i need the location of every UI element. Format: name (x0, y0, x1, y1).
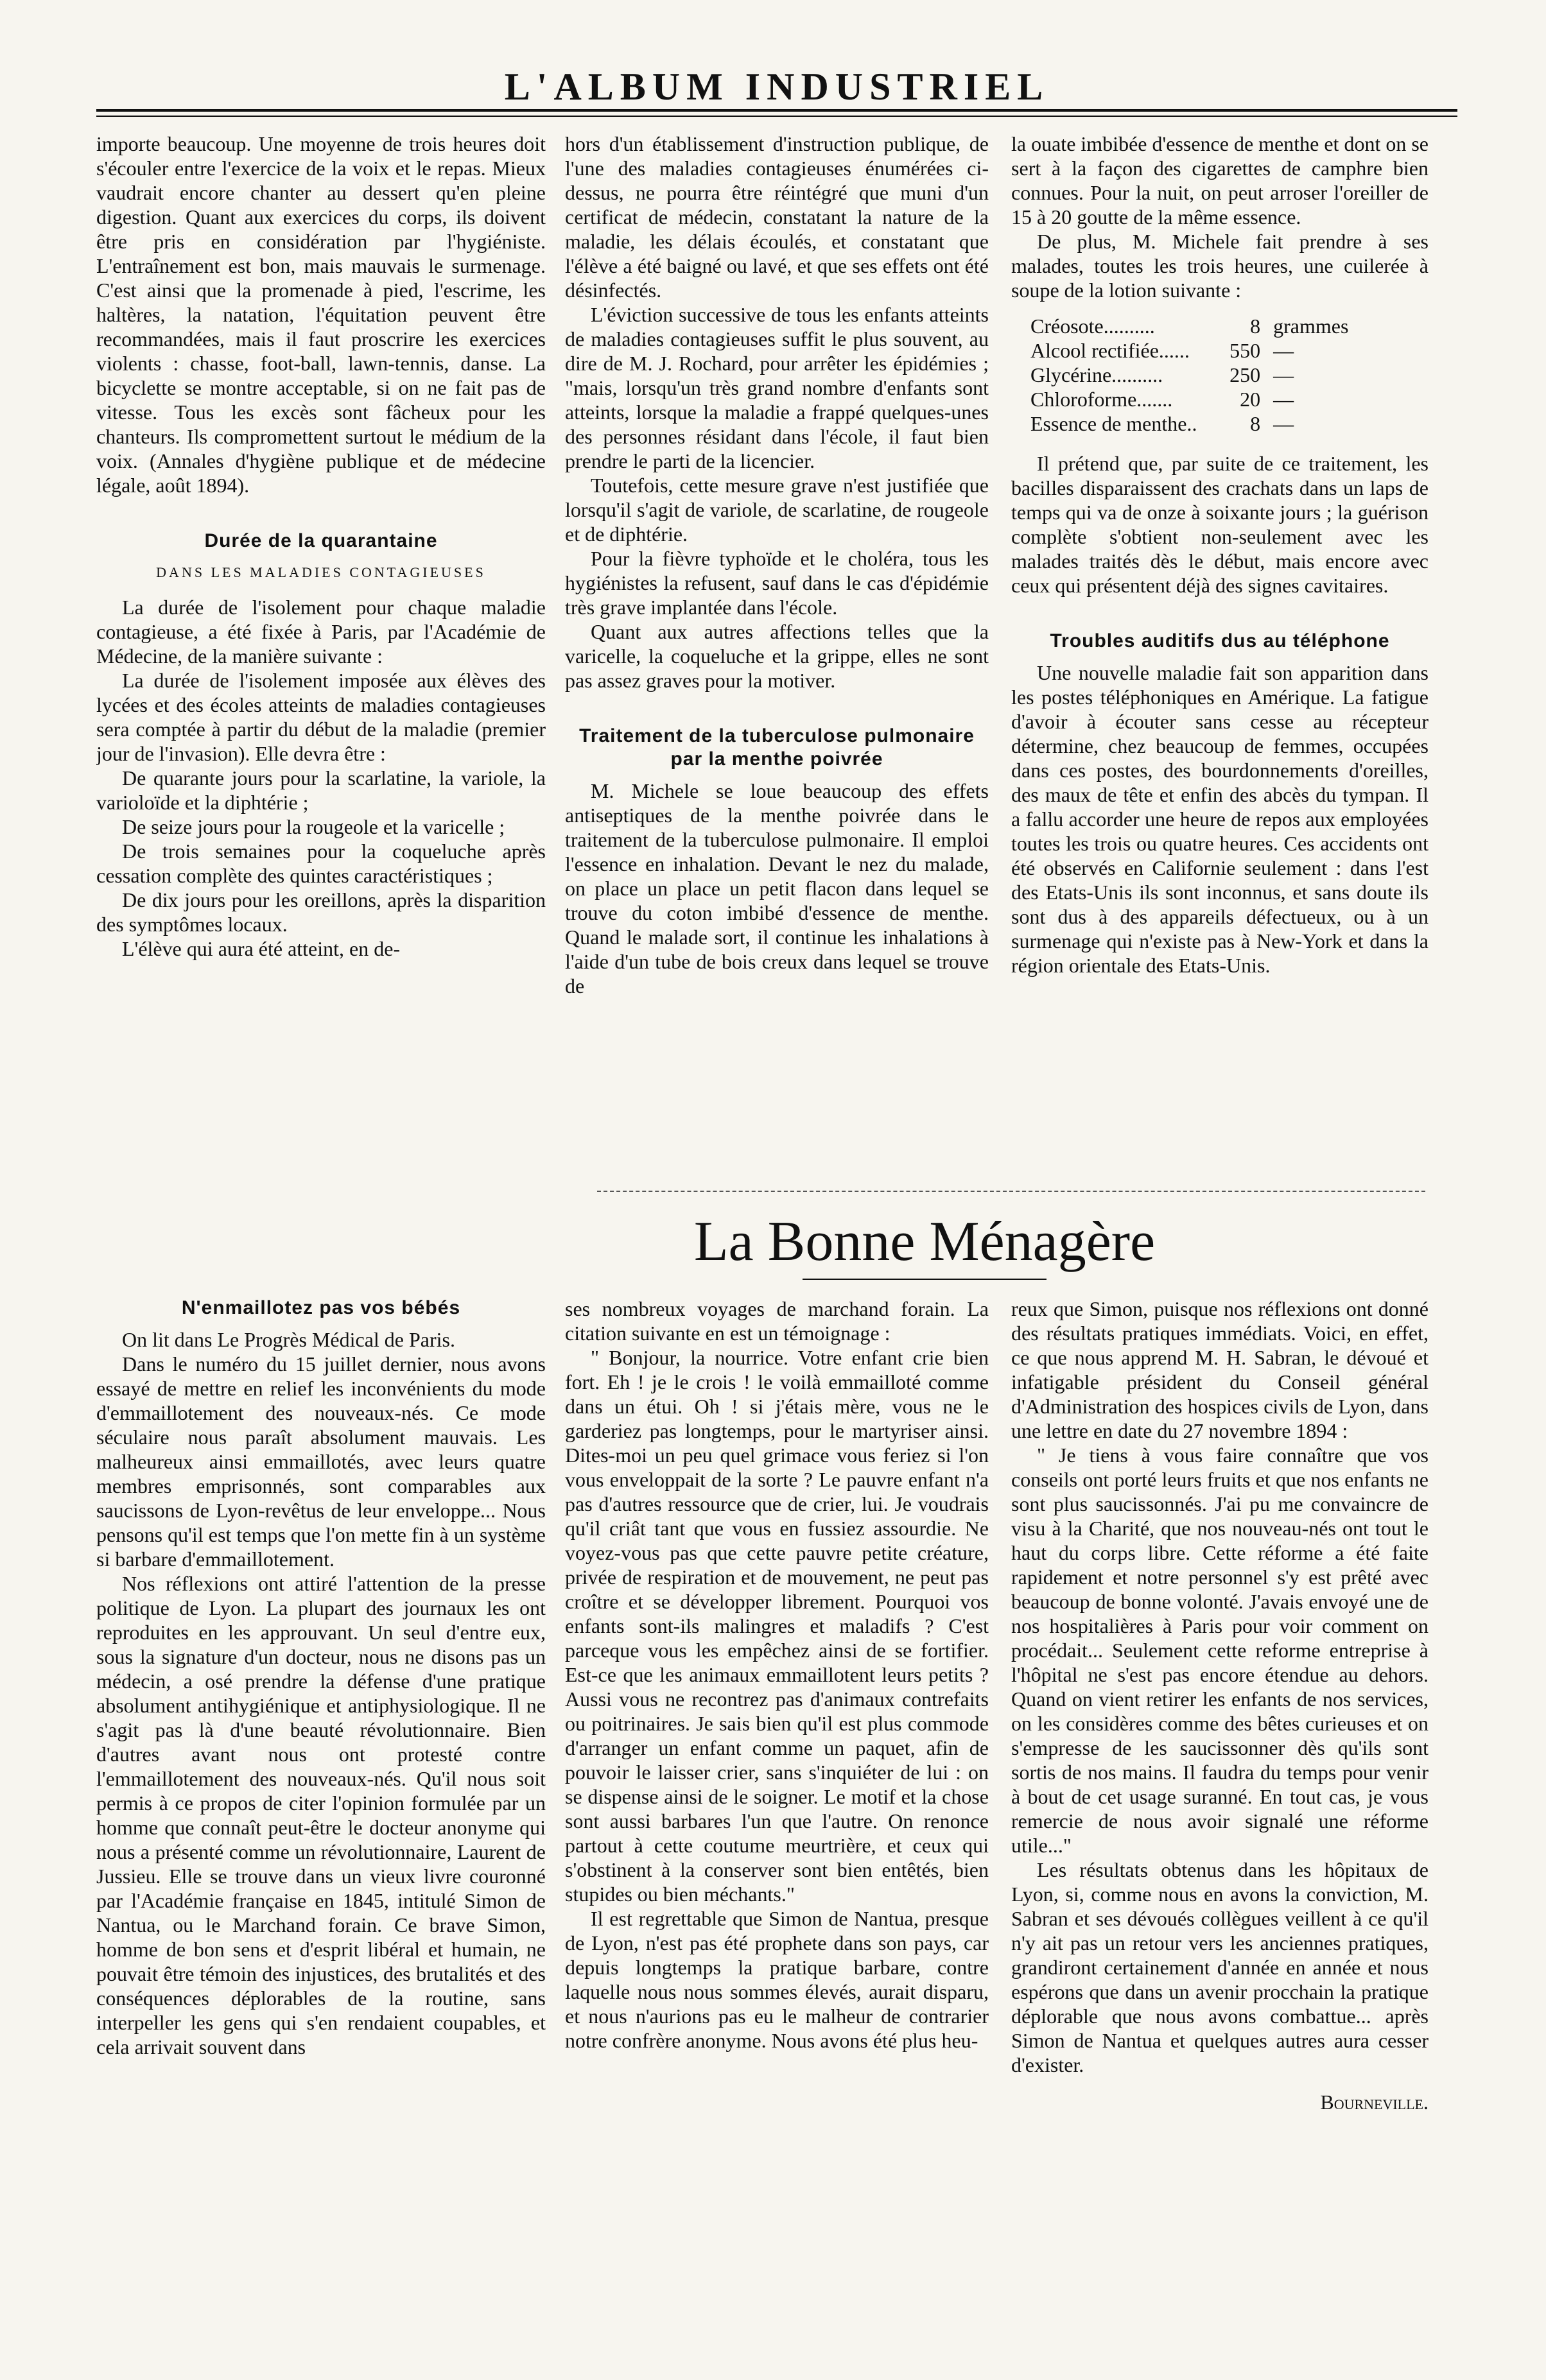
unit: — (1273, 339, 1294, 362)
quantity: 20 (1240, 388, 1261, 411)
quantity: 250 (1229, 363, 1261, 386)
paragraph: hors d'un établissement d'instruction publique, de l'une des maladies contagieuses énumérées ci-dessus, ne pourra être réintégré que muni d'un certificat de médecin, constatant la nature de la maladie, les délais écoulés, et constatant que l'élève a été baigné ou lavé, et que ses effets ont été désinfectés. (565, 132, 989, 302)
section-title-rule (803, 1279, 1047, 1280)
paragraph: De plus, M. Michele fait prendre à ses malades, toutes les trois heures, une cuilerée à soupe de la lotion suivante : (1011, 230, 1429, 302)
table-row (1030, 314, 1351, 338)
column-6 (1011, 1297, 1429, 2298)
signature: Bourneville. (1320, 2091, 1429, 2114)
unit: — (1273, 363, 1294, 386)
quarantine-paragraph: L'élève qui aura été atteint, en de- (122, 937, 401, 960)
paragraph: Dans le numéro du 15 juillet dernier, nous avons essayé de mettre en relief les inconvénients du mode d'emmaillotement des nouveaux-nés. Ce mode séculaire nous paraît absolument mauvais. Les malheureux ainsi emmaillotés, avec leurs quatre membres emprisonnés, sont comparables aux saucissons de Lyon-revêtus de leur enveloppe... Nous pensons qu'il est temps que l'on mette fin à un système si barbare d'emmaillotement. (96, 1352, 546, 1571)
paragraph: Toutefois, cette mesure grave n'est justifiée que lorsqu'il s'agit de variole, de scarlatine, de rougeole et de diphtérie. (565, 474, 989, 546)
paragraph: Les résultats obtenus dans les hôpitaux de Lyon, si, comme nous en avons la conviction, M. Sabran et ses dévoués collègues veillent à ce qu'il n'y ait pas un retour vers les anciennes pratiques, grandiront certainement d'année en année et nous espérons que dans un avenir procchain la pratique déplorable que nous avons combattue... après Simon de Nantua et quelques autres aura cesser d'exister. (1011, 1858, 1429, 2076)
ingredient: Glycérine.......... (1030, 363, 1163, 386)
recipe-table (1030, 314, 1351, 436)
quantity: 8 (1250, 412, 1261, 435)
unit: — (1273, 388, 1294, 411)
quarantine-list (96, 766, 546, 936)
paragraph: la ouate imbibée d'essence de menthe et dont on se sert à la façon des cigarettes de camphre bien connues. Pour la nuit, on peut arroser l'oreiller de 15 à 20 goutte de la même essence. (1011, 132, 1429, 229)
ingredient: Alcool rectifiée...... (1030, 339, 1190, 362)
list-item: De quarante jours pour la scarlatine, la variole, la varioloïde et la diphtérie ; (96, 766, 546, 814)
column-2 (565, 132, 989, 1171)
quantity: 550 (1229, 339, 1261, 362)
quarantine-paragraph: La durée de l'isolement pour chaque maladie contagieuse, a été fixée à Paris, par l'Académie de Médecine, de la manière suivante : (96, 596, 546, 668)
paragraph: reux que Simon, puisque nos réflexions ont donné des résultats pratiques immédiats. Voici, en effet, ce que nous apprend M. H. Sabran, le dévoué et infatigable président du Conseil général d'Administration des hospices civils de Lyon, dans une lettre en date du 27 novembre 1894 : (1011, 1297, 1429, 1442)
table-row (1030, 411, 1351, 436)
masthead: L'ALBUM INDUSTRIEL (504, 65, 1050, 108)
paragraph: Une nouvelle maladie fait son apparition dans les postes téléphoniques en Amérique. La fatigue d'avoir à écouter sans cesse au récepteur détermine, chez beaucoup de femmes, occupées dans ces postes, des bourdonnements d'oreilles, des maux de tête et enfin des abcès du tympan. Il a fallu accorder une heure de repos aux employées toutes les trois ou quatre heures. Ces accidents ont été observés en Californie seulement : dans l'est des Etats-Unis ils sont inconnus, et sans doute ils sont dus à des appareils défectueux, ou à un surmenage qui n'existe pas à New-York et dans la région orientale des Etats-Unis. (1011, 661, 1429, 977)
column-5 (565, 1297, 989, 2298)
quarantine-paragraph: La durée de l'isolement imposée aux élèves des lycées et des écoles atteints de maladies contagieuses sera comptée à partir du début de la maladie (premier jour de l'invasion). Elle devra être : (96, 669, 546, 765)
table-row (1030, 363, 1351, 387)
paragraph: Pour la fièvre typhoïde et le choléra, tous les hygiénistes la refusent, sauf dans le cas d'épidémie très grave implantée dans l'école. (565, 547, 989, 619)
column-1 (96, 132, 546, 1171)
column-3 (1011, 132, 1429, 1171)
paragraph: Nos réflexions ont attiré l'attention de la presse politique de Lyon. La plupart des journaux les ont reproduites en les approuvant. Un seul d'entre eux, sous la signature d'un docteur, nous ne disons pas un médecin, a osé prendre la défense d'une pratique absolument antihygiénique et antiphysiologique. Il ne s'agit pas là d'une beauté révolutionnaire. Bien d'autres avant nous ont protesté contre l'emmaillotement des nouveaux-nés. Qu'il nous soit permis à ce propos de citer l'opinion formulée par un homme que connaît peut-être le docteur anonyme qui nous a présenté comme un révolutionnaire, Laurent de Jussieu. Elle se trouve dans un vieux livre couronné par l'Académie française en 1845, intitulé Simon de Nantua, ou le Marchand forain. Ce brave Simon, homme de bon sens et d'esprit libéral et humain, ne pouvait être témoin des injustices, des brutalités et des conséquences déplorables de la routine, sans interpeller les gens qui s'en rendaient coupables, et cela arrivait souvent dans (96, 1572, 546, 2058)
ingredient: Créosote.......... (1030, 315, 1155, 338)
paragraph: On lit dans Le Progrès Médical de Paris. (122, 1328, 455, 1351)
list-item: De dix jours pour les oreillons, après la disparition des symptômes locaux. (96, 888, 546, 936)
table-row (1030, 387, 1351, 411)
paragraph: " Bonjour, la nourrice. Votre enfant crie bien fort. Eh ! je le crois ! le voilà emmailloté comme dans un étui. Oh ! si j'étais mère, vous ne le garderiez pas longtemps, pour le martyriser ainsi. Dites-moi un peu quel grimace vous feriez si l'on vous enveloppait de la sorte ? Le pauvre enfant n'a pas d'autres ressource que de crier, lui. Je voudrais qu'il criât tant que vous en fussiez assourdie. Ne voyez-vous pas que cette pauvre petite créature, privée de respiration et de mouvement, ne peut pas croître et se développer librement. Pourquoi vos enfants sont-ils malingres et maladifs ? C'est parceque vous les empêchez ainsi de se fortifier. Est-ce que les animaux emmaillotent leurs petits ? Aussi vous ne recontrez pas d'animaux contrefaits ou poitrinaires. Je sais bien qu'il est plus commode d'arranger un enfant comme un paquet, afin de pouvoir le laisser crier, sans s'inquiéter de lui : on se dispense ainsi de le soigner. Le motif et la chose sont aussi barbares l'un que l'autre. On renonce partout à cette coutume meurtrière, et ceux qui s'obstinent à la conserver sont bien entêtés, bien stupides ou bien méchants." (565, 1346, 989, 1906)
table-row (1030, 338, 1351, 363)
article-continuation: importe beaucoup. Une moyenne de trois heures doit s'écouler entre l'exercice de la voix et le repas. Mieux vaudrait encore chanter au dessert qu'en pleine digestion. Quant aux exercices du corps, ils doivent être pris en considération par l'hygiéniste. L'entraînement est bon, mais mauvais le surmenage. C'est ainsi que la promenade à pied, l'escrime, les haltères, la natation, l'équitation peuvent être recommandées, mais il faut proscrire les exercices violents : chasse, foot-ball, lawn-tennis, danse. La bicyclette se montre acceptable, si on ne fait pas de vitesse. Tous les excès sont fâcheux pour les chanteurs. Ils compromettent surtout le médium de la voix. (Annales d'hygiène publique et de médecine légale, août 1894). (96, 132, 546, 497)
unit: — (1273, 412, 1294, 435)
telephone-title: Troubles auditifs dus au téléphone (1050, 630, 1390, 651)
list-item: De seize jours pour la rougeole et la varicelle ; (122, 815, 505, 838)
paragraph: " Je tiens à vous faire connaître que vos conseils ont porté leurs fruits et que nos enfants ne sont plus saucissonnés. J'ai pu me convaincre de visu à la Charité, que nos nouveau-nés ont tout le haut du corps libre. Cette réforme a été faite rapidement et notre personnel s'y est prêté avec beaucoup de bonne volonté. J'avais envoyé une de nos hospitalières à Paris pour voir comment on procédait... Seulement cette reforme entreprise à l'hôpital ne s'est pas encore étendue au dehors. Quand on vient retirer les enfants de nos services, on les considères comme des bêtes curieuses et on s'empresse de les saucissonner dès qu'ils sont sortis de nos mains. Il faudra du temps pour venir à bout de cet usage suranné. En tout cas, je vous remercie de nous avoir signalé une réforme utile..." (1011, 1444, 1429, 1857)
section-title: La Bonne Ménagère (693, 1211, 1156, 1273)
column-4 (96, 1297, 546, 2298)
tuberculosis-title: Traitement de la tuberculose pulmonaire par la menthe poivrée (579, 725, 975, 770)
paragraph: Il est regrettable que Simon de Nantua, presque de Lyon, n'est pas été prophete dans son pays, car depuis longtemps la pratique barbare, contre laquelle nous nous sommes élevés, aurait disparu, et nous n'aurions pas eu le malheur de contrarier notre confrère anonyme. Nous avons été plus heu- (565, 1907, 989, 2052)
paragraph: Il prétend que, par suite de ce traitement, les bacilles disparaissent des crachats dans un laps de temps qui va de onze à soixante jours ; la guérison complète s'obtient non-seulement avec les malades traités dès le début, mais encore avec ceux qui présentent déjà des signes cavitaires. (1011, 452, 1429, 597)
quantity: 8 (1250, 315, 1261, 338)
ingredient: Chloroforme....... (1030, 388, 1173, 411)
paragraph: ses nombreux voyages de marchand forain. La citation suivante en est un témoignage : (565, 1297, 989, 1345)
ingredient: Essence de menthe.. (1030, 412, 1197, 435)
paragraph: M. Michele se loue beaucoup des effets antiseptiques de la menthe poivrée dans le traitement de la tuberculose pulmonaire. Il emploi l'essence en inhalation. Devant le nez du malade, on place un place un petit flacon dans lequel se trouve du coton imbibé d'essence de menthe. Quand le malade sort, il continue les inhalations à l'aide d'un tube de bois creux dans lequel se trouve de (565, 779, 989, 997)
quarantine-title: Durée de la quarantaine (204, 530, 438, 551)
paragraph: L'éviction successive de tous les enfants atteints de maladies contagieuses suffit le plus souvent, au dire de M. J. Rochard, pour arrêter les épidémies ; "mais, lorsqu'un très grand nombre d'enfants sont atteints, lorsque la maladie a frappé quelques-unes des personnes résidant dans l'école, il faut bien prendre le parti de la licencier. (565, 303, 989, 472)
paragraph: Quant aux autres affections telles que la varicelle, la coqueluche et la grippe, elles ne sont pas assez graves pour la motiver. (565, 620, 989, 692)
list-item: De trois semaines pour la coqueluche après cessation complète des quintes caractéristiques ; (96, 840, 546, 887)
section-divider (597, 1191, 1425, 1192)
masthead-rule (96, 109, 1457, 117)
unit: grammes (1273, 315, 1349, 338)
quarantine-subtitle: DANS LES MALADIES CONTAGIEUSES (156, 564, 486, 580)
swaddling-title: N'enmaillotez pas vos bébés (181, 1297, 461, 1318)
